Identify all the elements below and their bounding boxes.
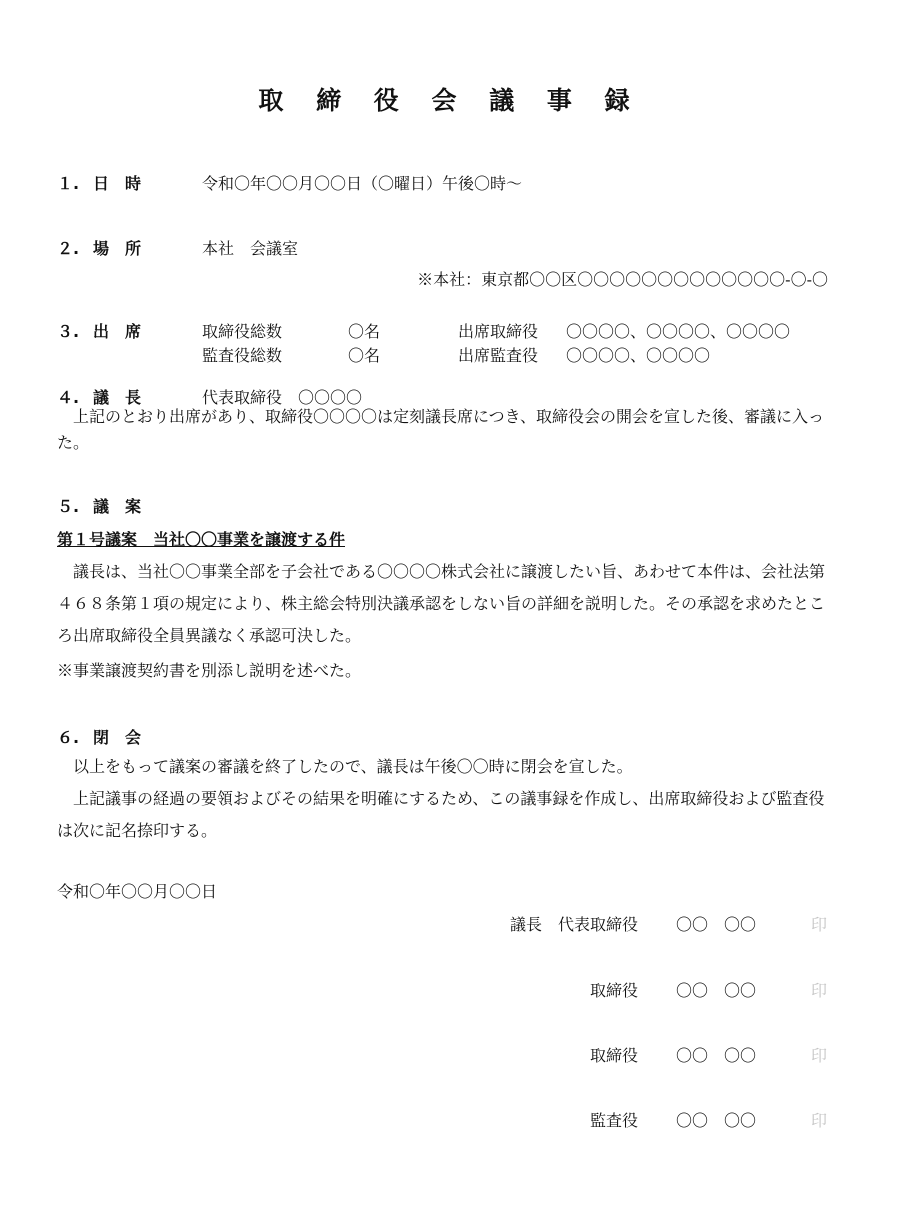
address-note: ※本社：東京都〇〇区〇〇〇〇〇〇〇〇〇〇〇〇〇-〇-〇 [417,270,828,289]
closing-paragraph-1: 以上をもって議案の審議を終了したので、議長は午後〇〇時に閉会を宣した。 [73,757,633,776]
section-4-label: 議 長 [93,388,142,407]
signature-name: 〇〇 〇〇 [676,981,757,1000]
section-5-number: ５. [57,497,80,516]
seal-mark: 印 [811,1046,828,1065]
seal-mark: 印 [811,981,828,1000]
section-6-label: 閉 会 [93,728,142,747]
document-title: 取 締 役 会 議 事 録 [258,86,642,115]
proposal-note: ※事業譲渡契約書を別添し説明を述べた。 [57,661,362,680]
directors-total-value: 〇名 [348,322,381,341]
seal-mark: 印 [811,915,828,934]
section-2-number: ２. [57,239,80,258]
auditors-total-value: 〇名 [348,346,381,365]
section-5-label: 議 案 [93,497,142,516]
meeting-datetime: 令和〇年〇〇月〇〇日（〇曜日）午後〇時～ [202,174,523,193]
directors-present-label: 出席取締役 [458,322,539,341]
section-3-label: 出 席 [93,322,142,341]
section-4-number: ４. [57,388,80,407]
document-date: 令和〇年〇〇月〇〇日 [57,882,218,901]
auditors-present-value: 〇〇〇〇、〇〇〇〇 [566,346,711,365]
auditors-total-label: 監査役総数 [202,346,283,365]
section-1-number: １. [57,174,80,193]
closing-paragraph-2: 上記議事の経過の要領およびその結果を明確にするため、この議事録を作成し、出席取締役および監査役は次に記名捺印する。 [57,789,825,840]
section-6-number: ６. [57,728,80,747]
opening-paragraph: 上記のとおり出席があり、取締役〇〇〇〇は定刻議長席につき、取締役会の開会を宣した後、審議に入った。 [57,407,825,452]
signature-name: 〇〇 〇〇 [676,915,757,934]
signature-name: 〇〇 〇〇 [676,1046,757,1065]
signature-name: 〇〇 〇〇 [676,1111,757,1130]
section-2-label: 場 所 [93,239,142,258]
signature-role: 議長 代表取締役 [509,915,638,934]
chairperson: 代表取締役 〇〇〇〇 [202,388,363,407]
meeting-place: 本社 会議室 [202,239,299,258]
seal-mark: 印 [811,1111,828,1130]
signature-role: 監査役 [589,1111,638,1130]
directors-total-label: 取締役総数 [202,322,283,341]
section-3-number: ３. [57,322,80,341]
proposal-title: 第１号議案 当社〇〇事業を譲渡する件 [57,530,346,549]
signature-role: 取締役 [589,1046,638,1065]
section-1-label: 日 時 [93,174,142,193]
directors-present-value: 〇〇〇〇、〇〇〇〇、〇〇〇〇 [566,322,791,341]
signature-role: 取締役 [589,981,638,1000]
auditors-present-label: 出席監査役 [458,346,539,365]
proposal-paragraph: 議長は、当社〇〇事業全部を子会社である〇〇〇〇株式会社に譲渡したい旨、あわせて本件は、会社法第４６８条第１項の規定により、株主総会特別決議承認をしない旨の詳細を説明した。その承認を求めたところ出席取締役全員異議なく承認可決した。 [57,562,826,645]
